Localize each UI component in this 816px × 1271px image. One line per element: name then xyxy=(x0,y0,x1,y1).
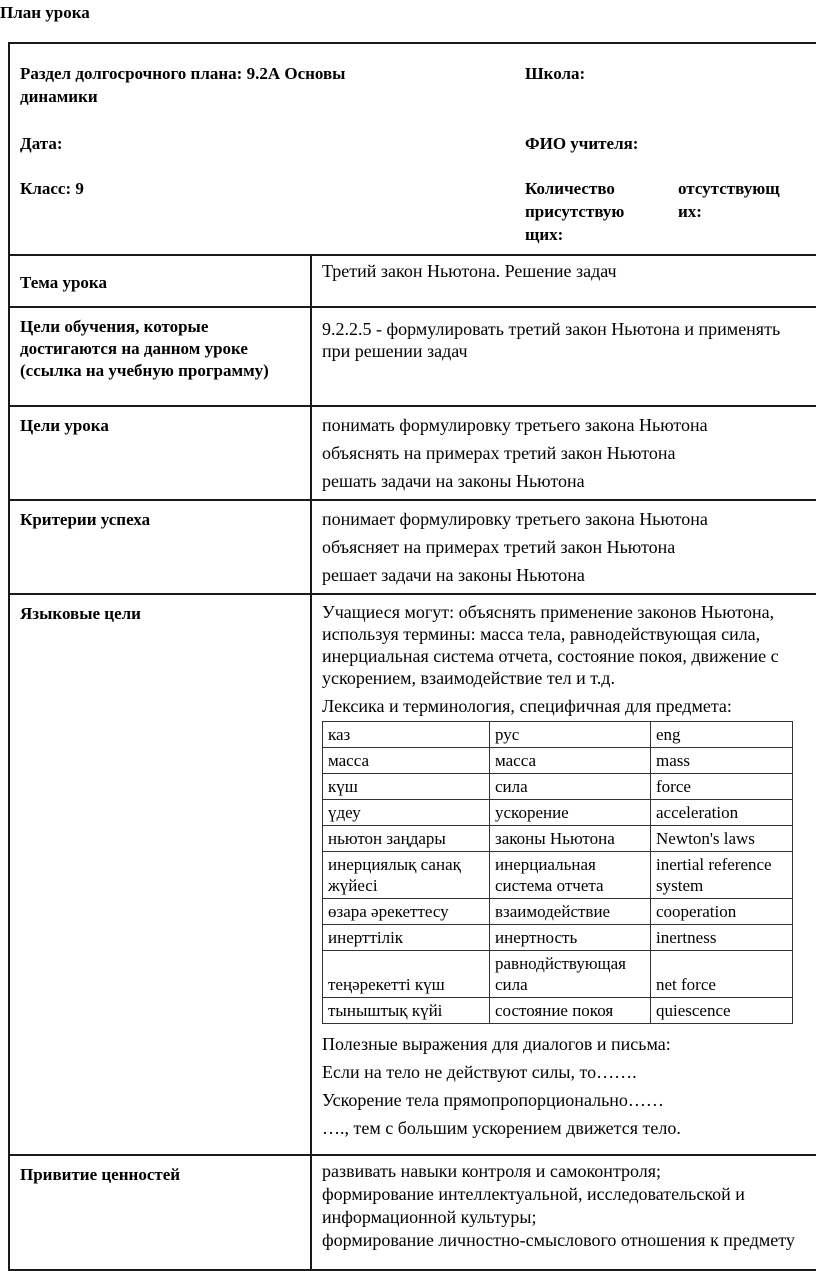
vocab-row xyxy=(323,899,793,925)
values-line-3: формирование личностно-смыслового отношения к предмету xyxy=(322,1230,795,1250)
vocab-row xyxy=(323,774,793,800)
section-label-2: динамики xyxy=(20,87,98,106)
vocab-cell: каз xyxy=(323,722,490,748)
vocab-table xyxy=(322,721,793,1024)
vocab-cell: quiescence xyxy=(651,998,793,1024)
language-row xyxy=(9,594,816,1155)
vocab-cell: inertial reference system xyxy=(651,852,793,899)
values-row xyxy=(9,1155,816,1270)
vocab-cell: ньютон заңдары xyxy=(323,826,490,852)
values-line-1: развивать навыки контроля и самоконтроля; xyxy=(322,1161,662,1181)
section-label: Раздел долгосрочного плана: 9.2А Основы xyxy=(20,64,346,83)
vocab-cell: өзара әрекеттесу xyxy=(323,899,490,925)
lesson-goal-1: понимать формулировку третьего закона Ньютона xyxy=(322,415,708,435)
lesson-goals-label: Цели урока xyxy=(20,416,109,435)
vocab-cell: взаимодействие xyxy=(490,899,651,925)
count-line-3: щих: xyxy=(525,225,564,244)
language-intro: Учащиеся могут: объяснять применение законов Ньютона, используя термины: масса тела, равнодействующая сила, инерциальная система отчета, состояние покоя, движение с ускорением, взаимодействие тел и т.д. xyxy=(322,602,779,688)
topic-value: Третий закон Ньютона. Решение задач xyxy=(322,261,617,281)
vocab-cell: net force xyxy=(651,951,793,998)
goals-value: 9.2.2.5 - формулировать третий закон Ньютона и применять при решении задач xyxy=(322,319,781,361)
topic-value-cell xyxy=(311,255,816,307)
goals-row xyxy=(9,307,816,406)
date-label: Дата: xyxy=(20,134,63,153)
language-label: Языковые цели xyxy=(20,604,141,623)
goals-label: Цели обучения, которые достигаются на данном уроке (ссылка на учебную программу) xyxy=(20,317,269,380)
vocab-cell: ускорение xyxy=(490,800,651,826)
header-row xyxy=(9,43,816,255)
vocab-cell: cooperation xyxy=(651,899,793,925)
topic-label-cell xyxy=(9,255,311,307)
phrase-3: …., тем с большим ускорением движется тело. xyxy=(322,1118,681,1138)
vocab-row xyxy=(323,951,793,998)
vocab-row xyxy=(323,748,793,774)
topic-row xyxy=(9,255,816,307)
vocab-cell: force xyxy=(651,774,793,800)
values-line-2: формирование интеллектуальной, исследовательской и информационной культуры; xyxy=(322,1184,745,1227)
header-cell xyxy=(9,43,816,255)
vocab-cell: eng xyxy=(651,722,793,748)
count-line-1b: отсутствующ xyxy=(678,179,780,198)
vocab-cell: инерциялық санақ жүйесі xyxy=(323,852,490,899)
vocab-cell: inertness xyxy=(651,925,793,951)
vocab-cell: масса xyxy=(490,748,651,774)
vocab-cell: инерциальная система отчета xyxy=(490,852,651,899)
vocab-cell: масса xyxy=(323,748,490,774)
vocab-row xyxy=(323,800,793,826)
phrases-title: Полезные выражения для диалогов и письма: xyxy=(322,1034,671,1054)
vocab-row xyxy=(323,852,793,899)
class-label: Класс: 9 xyxy=(20,179,84,198)
topic-label: Тема урока xyxy=(20,273,107,292)
vocab-cell: күш xyxy=(323,774,490,800)
vocab-row xyxy=(323,722,793,748)
vocab-cell: инертность xyxy=(490,925,651,951)
vocab-cell: тыныштық күйі xyxy=(323,998,490,1024)
count-line-2a: присутствую xyxy=(525,202,625,221)
page-title: План урока xyxy=(0,3,90,22)
vocab-cell: состояние покоя xyxy=(490,998,651,1024)
count-line-2b: их: xyxy=(678,202,702,221)
vocab-cell: acceleration xyxy=(651,800,793,826)
phrase-2: Ускорение тела прямопропорционально…… xyxy=(322,1090,664,1110)
criteria-row xyxy=(9,500,816,594)
vocab-cell: сила xyxy=(490,774,651,800)
vocab-row xyxy=(323,998,793,1024)
criteria-label: Критерии успеха xyxy=(20,510,151,529)
vocab-cell: инерттілік xyxy=(323,925,490,951)
lesson-goals-row xyxy=(9,406,816,500)
criteria-3: решает задачи на законы Ньютона xyxy=(322,565,585,585)
vocab-cell: mass xyxy=(651,748,793,774)
vocab-cell: теңәрекетті күш xyxy=(323,951,490,998)
vocab-cell: үдеу xyxy=(323,800,490,826)
vocab-cell: законы Ньютона xyxy=(490,826,651,852)
teacher-label: ФИО учителя: xyxy=(525,134,639,153)
lesson-goal-3: решать задачи на законы Ньютона xyxy=(322,471,585,491)
vocab-cell: равнодйствующая сила xyxy=(490,951,651,998)
count-line-1a: Количество xyxy=(525,179,615,198)
criteria-1: понимает формулировку третьего закона Ньютона xyxy=(322,509,708,529)
values-label: Привитие ценностей xyxy=(20,1165,181,1184)
phrase-1: Если на тело не действуют силы, то……. xyxy=(322,1062,637,1082)
lesson-plan-table xyxy=(8,42,816,1271)
vocab-row xyxy=(323,925,793,951)
vocab-row xyxy=(323,826,793,852)
vocab-title: Лексика и терминология, специфичная для предмета: xyxy=(322,696,732,716)
school-label: Школа: xyxy=(525,64,586,83)
vocab-cell: рус xyxy=(490,722,651,748)
criteria-2: объясняет на примерах третий закон Ньютона xyxy=(322,537,676,557)
lesson-goal-2: объяснять на примерах третий закон Ньютона xyxy=(322,443,676,463)
vocab-cell: Newton's laws xyxy=(651,826,793,852)
